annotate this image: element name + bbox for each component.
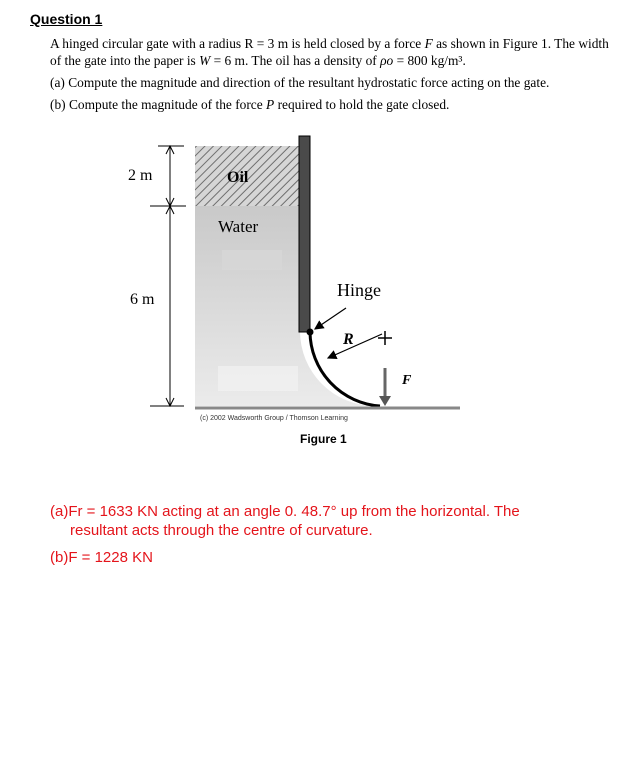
hinge-pointer-arrow bbox=[315, 308, 346, 329]
var-W: W bbox=[199, 53, 211, 68]
var-F: F bbox=[424, 36, 433, 51]
label-F: F bbox=[402, 373, 412, 388]
label-R: R bbox=[343, 331, 354, 348]
label-water: Water bbox=[218, 217, 259, 236]
part-b-text-1: (b) Compute the magnitude of the force bbox=[50, 97, 267, 112]
radius-arrow bbox=[328, 334, 382, 358]
label-hinge: Hinge bbox=[337, 280, 381, 300]
part-b bbox=[50, 96, 610, 113]
dim-label-2m: 2 m bbox=[128, 167, 153, 184]
problem-intro bbox=[50, 35, 610, 69]
problem-statement bbox=[50, 35, 610, 113]
force-F-arrowhead bbox=[379, 396, 391, 406]
gate-wall bbox=[299, 136, 310, 332]
intro-text-2: as shown in Figure 1. The width of the gate into the paper is bbox=[50, 36, 609, 68]
gate-figure bbox=[110, 130, 490, 430]
label-oil: Oil bbox=[227, 169, 249, 186]
water-highlight bbox=[222, 250, 282, 270]
intro-text-4: = 800 kg/m³. bbox=[393, 53, 466, 68]
dim-label-6m: 6 m bbox=[130, 291, 155, 308]
intro-text-3: = 6 m. The oil has a density of bbox=[210, 53, 381, 68]
part-a: (a) Compute the magnitude and direction of the resultant hydrostatic force acting on the gate. bbox=[50, 75, 550, 90]
intro-text-1: A hinged circular gate with a radius R = 3 m is held closed by a force bbox=[50, 36, 425, 51]
hinge-point bbox=[307, 329, 314, 336]
answer-a-line1: (a)Fr = 1633 KN acting at an angle 0. 48.7° up from the horizontal. The bbox=[50, 503, 520, 520]
figure-copyright: (c) 2002 Wadsworth Group / Thomson Learning bbox=[200, 415, 348, 422]
water-highlight-lower bbox=[218, 366, 298, 391]
answer-a-line2: resultant acts through the centre of curvature. bbox=[70, 522, 373, 539]
part-b-text-2: required to hold the gate closed. bbox=[274, 97, 450, 112]
figure-caption: Figure 1 bbox=[300, 432, 347, 446]
answer-b: (b)F = 1228 KN bbox=[50, 549, 153, 566]
question-title: Question 1 bbox=[30, 11, 103, 27]
answers bbox=[50, 502, 590, 567]
var-P: P bbox=[266, 97, 275, 112]
var-rho: ρo bbox=[380, 53, 394, 68]
